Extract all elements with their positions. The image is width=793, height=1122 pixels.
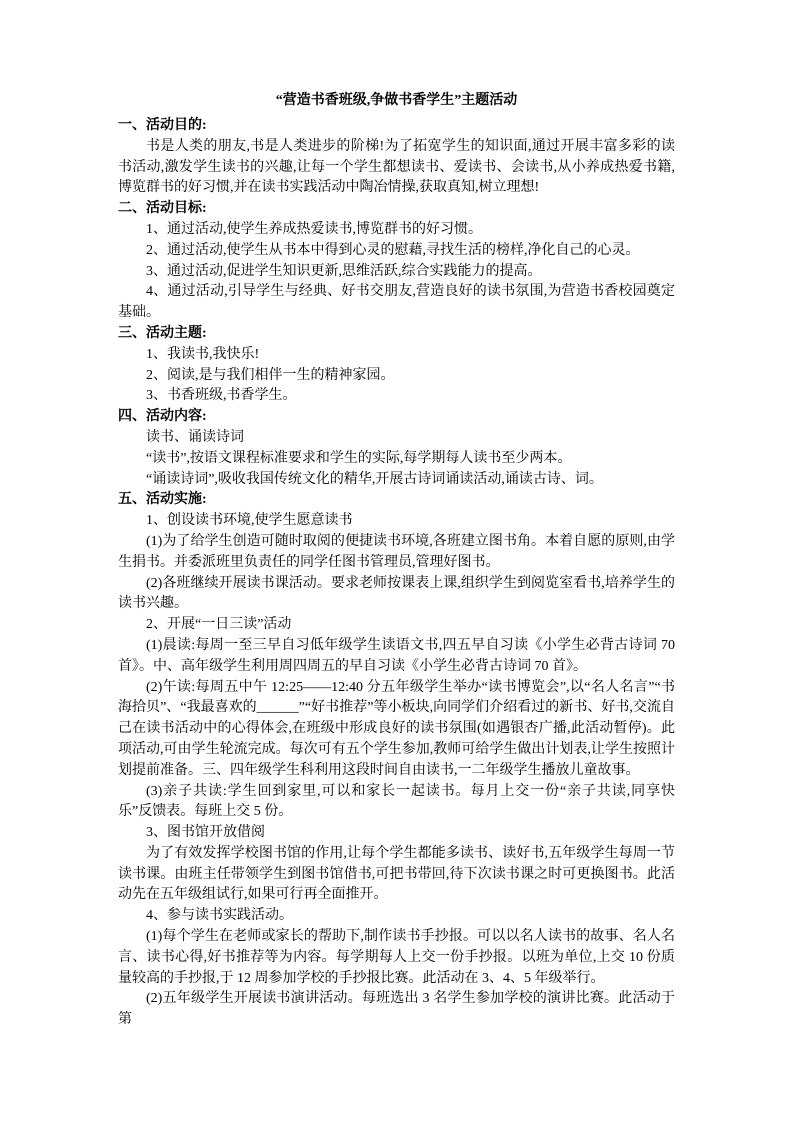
body-paragraph: 读书、诵读诗词 xyxy=(146,429,244,445)
body-paragraph: 4、通过活动,引导学生与经典、好书交朋友,营造良好的读书氛围,为营造书香校园奠定基础。 xyxy=(118,284,675,321)
body-paragraph: 2、通过活动,使学生从书本中得到心灵的慰藉,寻找生活的榜样,净化自己的心灵。 xyxy=(146,242,640,258)
body-paragraph: 为了有效发挥学校图书馆的作用,让每个学生都能多读书、读好书,五年级学生每周一节读书课。由班主任带领学生到图书馆借书,可把书带回,待下次读书课之时可更换图书。此活动先在五年级组试行,如果可行再全面推开。 xyxy=(118,845,675,903)
section-heading: 三、活动主题: xyxy=(118,325,207,341)
section-heading: 二、活动目标: xyxy=(118,201,207,217)
section-heading: 五、活动实施: xyxy=(118,492,207,508)
body-paragraph: 书是人类的朋友,书是人类进步的阶梯!为了拓宽学生的知识面,通过开展丰富多彩的读书活动,激发学生读书的兴趣,让每一个学生都想读书、爱读书、会读书,从小养成热爱书籍,博览群书的好习惯,并在读书实践活动中陶冶情操,获取真知,树立理想! xyxy=(118,138,675,196)
body-paragraph: 3、通过活动,促进学生知识更新,思维活跃,综合实践能力的提高。 xyxy=(146,263,542,279)
body-paragraph: 1、创设读书环境,使学生愿意读书 xyxy=(146,513,353,529)
body-paragraph: (1)为了给学生创造可随时取阅的便捷读书环境,各班建立图书角。本着自愿的原则,由学生捐书。并委派班里负责任的同学任图书管理员,管理好图书。 xyxy=(118,533,675,570)
body-paragraph: 4、参与读书实践活动。 xyxy=(146,908,293,924)
section-heading: 四、活动内容: xyxy=(118,409,207,425)
section-heading: 一、活动目的: xyxy=(118,118,207,133)
document-body xyxy=(118,116,675,1031)
body-paragraph: (1)晨读:每周一至三早自习低年级学生读语文书,四五早自习读《小学生必背古诗词 70 首》。中、高年级学生利用周四周五的早自习读《小学生必背古诗词 70 首》。 xyxy=(118,637,675,674)
body-paragraph: “诵读诗词”,吸收我国传统文化的精华,开展古诗词诵读活动,诵读古诗、词。 xyxy=(146,471,603,487)
body-paragraph: 1、通过活动,使学生养成热爱读书,博览群书的好习惯。 xyxy=(146,221,482,237)
body-paragraph: (2)午读:每周五中午 12:25——12:40 分五年级学生举办“读书博览会”,以“名人名言”“书海拾贝”、“我最喜欢的______”“好书推荐”等小板块,向同学们介绍看过的新书、好书,交流自己在读书活动中的心得体会,在班级中形成良好的读书氛围(如遇银杏广播,此活动暂停)。此项活动,可由学生轮流完成。每次可有五个学生参加,教师可给学生做出计划表,让学生按照计划提前准备。三、四年级学生科利用这段时间自由读书,一二年级学生播放儿童故事。 xyxy=(118,679,675,778)
body-paragraph: (2)五年级学生开展读书演讲活动。每班选出 3 名学生参加学校的演讲比赛。此活动于第 xyxy=(118,991,675,1028)
body-paragraph: (1)每个学生在老师或家长的帮助下,制作读书手抄报。可以以名人读书的故事、名人名言、读书心得,好书推荐等为内容。每学期每人上交一份手抄报。以班为单位,上交 10 份质量较高的手抄报,于 12 周参加学校的手抄报比赛。此活动在 3、4、5 年级举行。 xyxy=(118,929,675,986)
body-paragraph: (3)亲子共读:学生回到家里,可以和家长一起读书。每月上交一份“亲子共读,同享快乐”反馈表。每班上交 5 份。 xyxy=(118,783,675,820)
body-paragraph: 1、我读书,我快乐! xyxy=(146,346,260,362)
body-paragraph: 3、图书馆开放借阅 xyxy=(146,825,265,841)
body-paragraph: 3、书香班级,书香学生。 xyxy=(146,388,297,404)
body-paragraph: (2)各班继续开展读书课活动。要求老师按课表上课,组织学生到阅览室看书,培养学生的读书兴趣。 xyxy=(118,575,675,612)
body-paragraph: 2、开展“一日三读”活动 xyxy=(146,617,292,633)
body-paragraph: 2、阅读,是与我们相伴一生的精神家园。 xyxy=(146,367,395,383)
document-title: “营造书香班级,争做书香学生”主题活动 xyxy=(275,93,518,108)
body-paragraph: “读书”,按语文课程标准要求和学生的实际,每学期每人读书至少两本。 xyxy=(146,450,572,466)
